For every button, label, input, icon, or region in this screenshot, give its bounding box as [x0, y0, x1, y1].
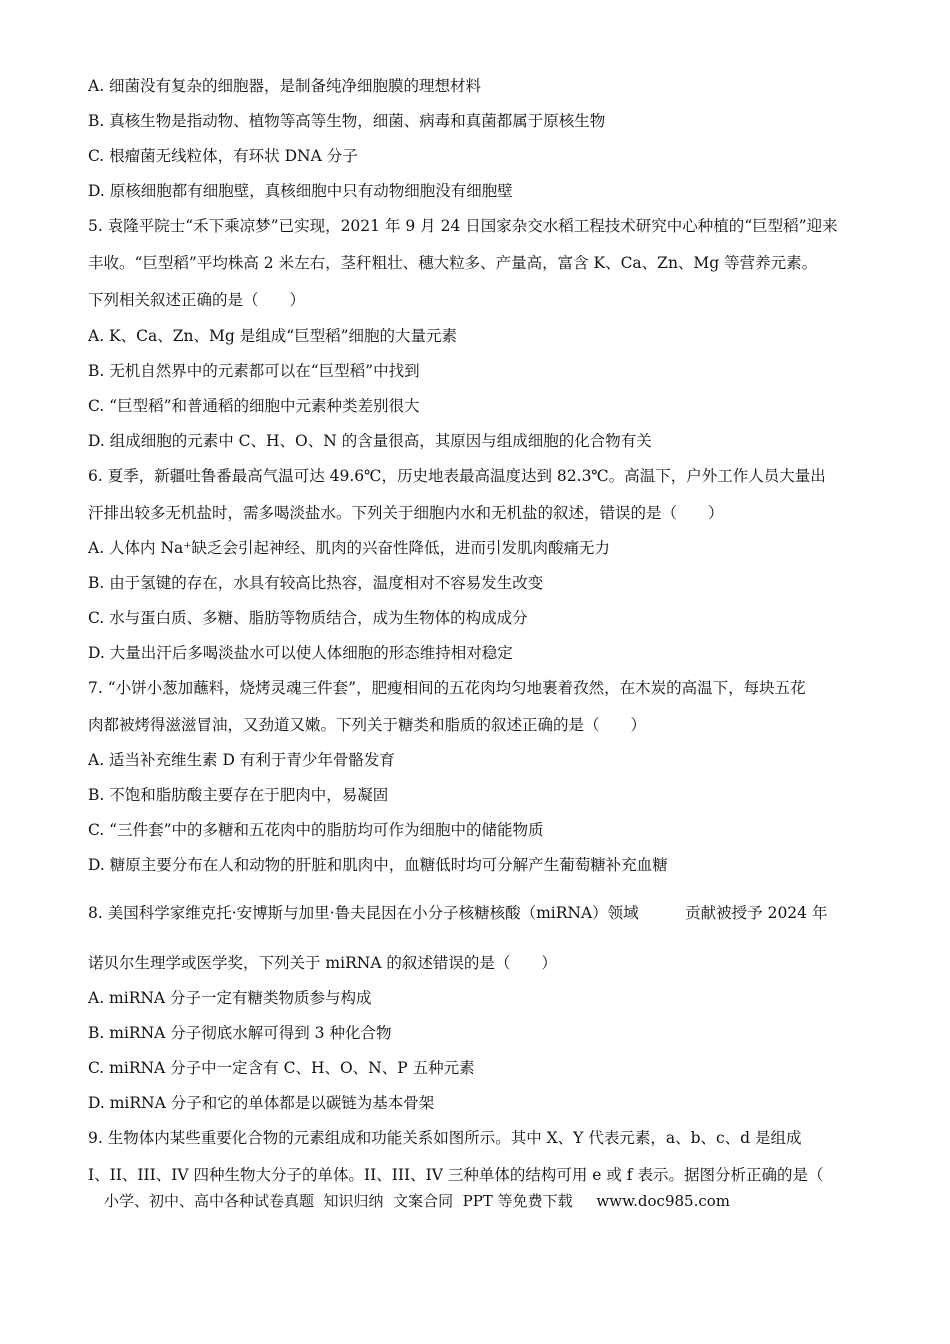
footer-watermark-text: 小学、初中、高中各种试卷真题 知识归纳 文案合同 PPT 等免费下载 www.doc985.com: [104, 1192, 731, 1210]
q6-option-b: B. 由于氢键的存在，水具有较高比热容，温度相对不容易发生改变: [88, 574, 544, 592]
q8-option-a: A. miRNA 分子一定有糖类物质参与构成: [88, 989, 372, 1007]
q6-stem-line-1: 6. 夏季，新疆吐鲁番最高气温可达 49.6℃，历史地表最高温度达到 82.3℃。高温下，户外工作人员大量出: [88, 467, 826, 485]
q6-stem-line-2: 汗排出较多无机盐时，需多喝淡盐水。下列关于细胞内水和无机盐的叙述，错误的是（ ）: [88, 504, 724, 522]
q7-stem-line-1: 7. “小饼小葱加蘸料，烧烤灵魂三件套”，肥瘦相间的五花肉均匀地裹着孜然，在木炭的高温下，每块五花: [88, 679, 806, 697]
q8-option-c: C. miRNA 分子中一定含有 C、H、O、N、P 五种元素: [88, 1059, 475, 1077]
q4-option-c: C. 根瘤菌无线粒体，有环状 DNA 分子: [88, 147, 358, 165]
q6-option-c: C. 水与蛋白质、多糖、脂肪等物质结合，成为生物体的构成成分: [88, 609, 528, 627]
q4-option-b: B. 真核生物是指动物、植物等高等生物，细菌、病毒和真菌都属于原核生物: [88, 112, 606, 130]
q7-option-d: D. 糖原主要分布在人和动物的肝脏和肌肉中，血糖低时均可分解产生葡萄糖补充血糖: [88, 856, 668, 874]
q5-stem-line-2: 丰收。“巨型稻”平均株高 2 米左右，茎秆粗壮、穗大粒多、产量高，富含 K、Ca、Zn、Mg 等营养元素。: [88, 254, 818, 272]
q5-option-c: C. “巨型稻”和普通稻的细胞中元素种类差别很大: [88, 397, 420, 415]
q5-option-a: A. K、Ca、Zn、Mg 是组成“巨型稻”细胞的大量元素: [88, 327, 458, 345]
q4-option-a: A. 细菌没有复杂的细胞器，是制备纯净细胞膜的理想材料: [88, 77, 482, 95]
q8-option-b: B. miRNA 分子彻底水解可得到 3 种化合物: [88, 1024, 392, 1042]
q5-option-d: D. 组成细胞的元素中 C、H、O、N 的含量很高，其原因与组成细胞的化合物有关: [88, 432, 652, 450]
q7-option-a: A. 适当补充维生素 D 有利于青少年骨骼发育: [88, 751, 395, 769]
q7-option-b: B. 不饱和脂肪酸主要存在于肥肉中，易凝固: [88, 786, 389, 804]
q9-stem-line-1: 9. 生物体内某些重要化合物的元素组成和功能关系如图所示。其中 X、Y 代表元素，a、b、c、d 是组成: [88, 1129, 802, 1147]
q8-stem-line-2: 诺贝尔生理学或医学奖，下列关于 miRNA 的叙述错误的是（ ）: [88, 954, 557, 972]
q9-stem-line-2: I、II、III、IV 四种生物大分子的单体。II、III、IV 三种单体的结构可用 e 或 f 表示。据图分析正确的是（: [88, 1166, 824, 1184]
q8-stem-line-1: 8. 美国科学家维克托·安博斯与加里·鲁夫昆因在小分子核糖核酸（miRNA）领域 贡献被授予 2024 年: [88, 904, 828, 922]
q6-option-a: A. 人体内 Na⁺缺乏会引起神经、肌肉的兴奋性降低，进而引发肌肉酸痛无力: [88, 539, 610, 557]
q5-option-b: B. 无机自然界中的元素都可以在“巨型稻”中找到: [88, 362, 420, 380]
q7-stem-line-2: 肉都被烤得滋滋冒油，又劲道又嫩。下列关于糖类和脂质的叙述正确的是（ ）: [88, 716, 647, 734]
q8-option-d: D. miRNA 分子和它的单体都是以碳链为基本骨架: [88, 1094, 435, 1112]
q6-option-d: D. 大量出汗后多喝淡盐水可以使人体细胞的形态维持相对稳定: [88, 644, 513, 662]
q4-option-d: D. 原核细胞都有细胞壁，真核细胞中只有动物细胞没有细胞壁: [88, 182, 513, 200]
q5-stem-line-3: 下列相关叙述正确的是（ ）: [88, 291, 306, 309]
q7-option-c: C. “三件套”中的多糖和五花肉中的脂肪均可作为细胞中的储能物质: [88, 821, 544, 839]
q5-stem-line-1: 5. 袁隆平院士“禾下乘凉梦”已实现，2021 年 9 月 24 日国家杂交水稻工程技术研究中心种植的“巨型稻”迎来: [88, 217, 838, 235]
